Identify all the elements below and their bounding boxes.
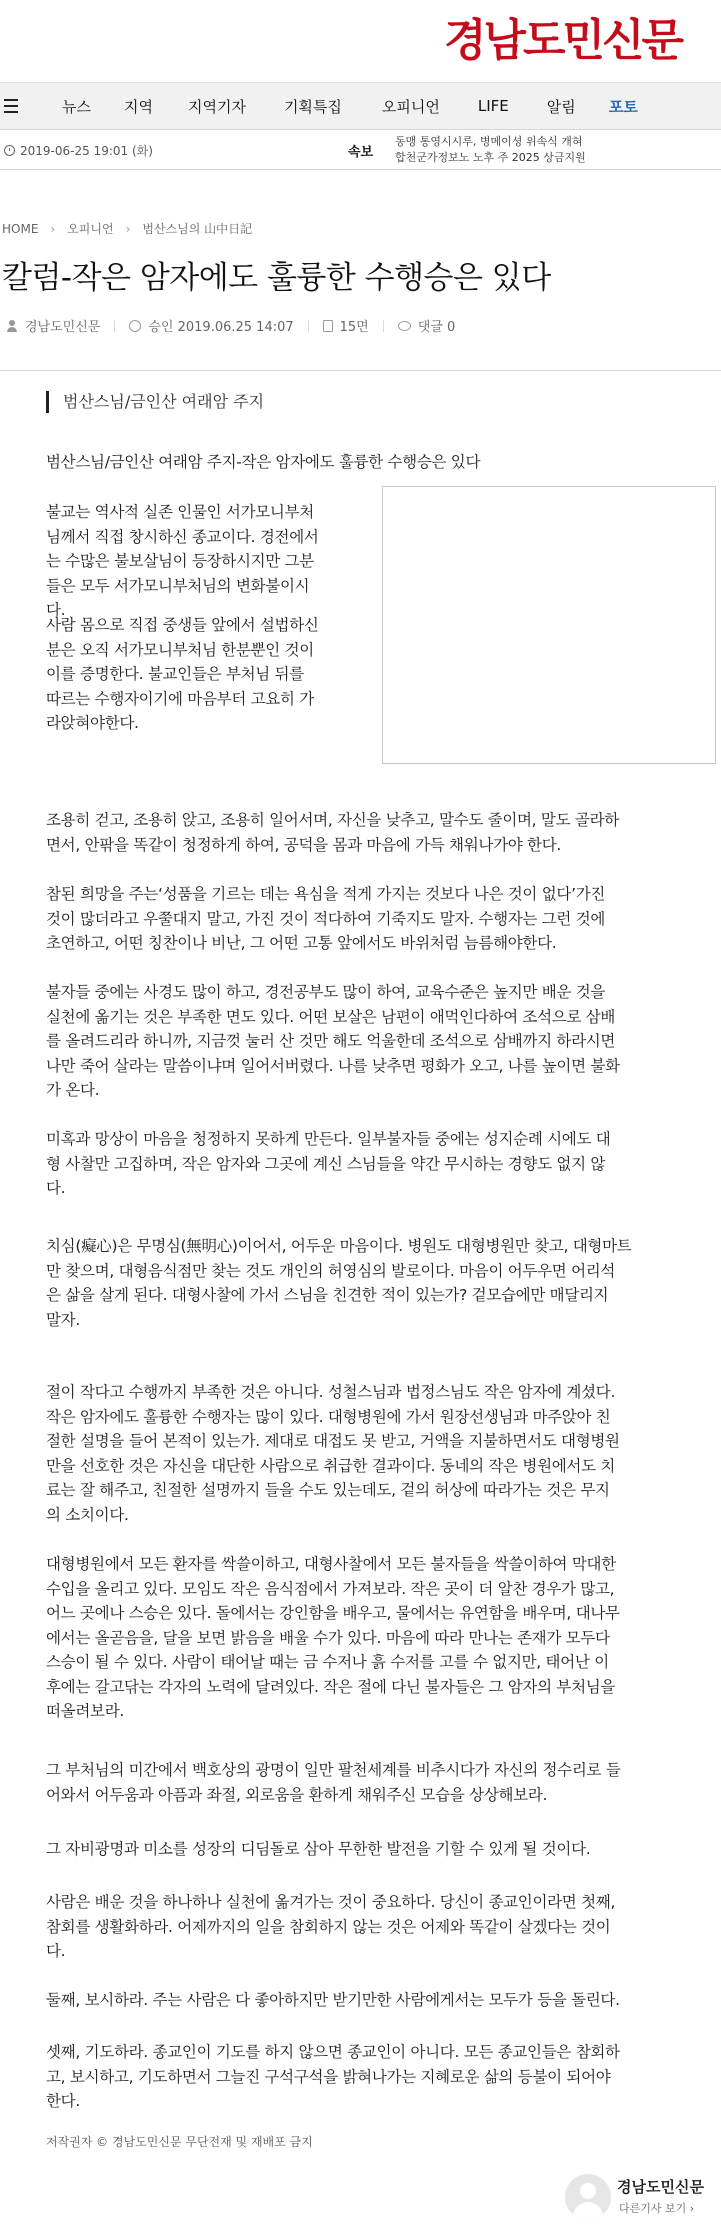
meta-comments-text[interactable]: 댓글 0 (417, 320, 456, 335)
breaking-news-ticker[interactable] (395, 134, 655, 168)
avatar (565, 2174, 611, 2220)
author-name: 경남도민신문 (617, 2178, 704, 2196)
meta-comments[interactable] (398, 316, 456, 335)
chevron-right-icon: › (125, 221, 131, 236)
meta-pages (323, 316, 369, 335)
nav-item-feature[interactable]: 기획특집 (283, 97, 342, 116)
user-icon (6, 320, 18, 332)
meta-author-text: 경남도민신문 (25, 320, 101, 335)
nav-item-photo[interactable]: 포토 (608, 97, 638, 116)
breaking-news-label: 속보 (348, 145, 374, 160)
meta-divider (383, 320, 384, 332)
breadcrumb-opinion[interactable]: 오피니언 (67, 222, 114, 236)
article-paragraph: 절이 작다고 수행까지 부족한 것은 아니다. 성철스님과 법정스님도 작은 암자에 계셨다. 작은 암자에도 훌륭한 수행자는 많이 있다. 대형병원에 가서 원장선생님과 마주앉아 친 절한 설명을 들어 본적이 있는가. 제대로 대접도 못 받고, 거액을 지불하면서도 대형병원 만을 선호한 것은 자신을 대단한 사람으로 취급한 결과이다. 동네의 작은 병원에서도 치 료는 잘 해주고, 친절한 설명까지 들을 수도 있는데도, 겉의 허상에 따라가는 것은 무지 의 소치이다. (46, 1383, 620, 1524)
article-paragraph: 그 부처님의 미간에서 백호상의 광명이 일만 팔천세계를 비추시다가 자신의 정수리로 들 어와서 어두움과 아픔과 좌절, 외로움을 환하게 채워주신 모습을 상상해보라. (46, 1761, 621, 1804)
chevron-right-icon: › (50, 221, 56, 236)
comment-icon (398, 321, 411, 331)
nav-item-region-reporter[interactable]: 지역기자 (187, 97, 246, 116)
article-paragraph: 불자들 중에는 사경도 많이 하고, 경전공부도 많이 하여, 교육수준은 높지만 배운 것을 실천에 옮기는 것은 부족한 면도 있다. 어떤 보살은 남편이 애먹인다하여 조석으로 삼배 를 올려드리라 하니까, 지금껏 눌러 산 것만 해도 억울한데 조석으로 삼배까지 하라시면 나만 죽어 살라는 말씀이냐며 일어서버렸다. 나를 낮추면 평화가 오고, 나를 높이면 불화 가 온다. (46, 983, 620, 1099)
article-paragraph: 둘째, 보시하라. 주는 사람은 다 좋아하지만 받기만한 사람에게서는 모두가 등을 돌린다. (46, 1991, 620, 2009)
article-paragraph: 그 자비광명과 미소를 성장의 디딤돌로 삼아 무한한 발전을 기할 수 있게 될 것이다. (46, 1840, 591, 1858)
article-paragraph: 불교는 역사적 실존 인물인 서가모니부처 님께서 직접 창시하신 종교이다. 경전에서 는 수많은 불보살님이 등장하시지만 그분 들은 모두 서가모니부처님의 변화불이시 다. (46, 503, 319, 619)
meta-author (6, 316, 100, 335)
ticker-item[interactable]: 합천군가정보노 노후 주 2025 상금지원 (395, 151, 586, 164)
article-paragraph: 미혹과 망상이 마음을 청정하지 못하게 만든다. 일부불자들 중에는 성지순례 시에도 대 형 사찰만 고집하며, 작은 암자와 그곳에 계신 스님들을 약간 무시하는 경향도 없지 않 다. (46, 1130, 611, 1197)
article-subtitle: 범산스님/금인산 여래암 주지 (46, 391, 264, 413)
nav-item-notice[interactable]: 알림 (546, 97, 576, 116)
article-paragraph: 사람은 배운 것을 하나하나 실천에 옮겨가는 것이 중요하다. 당신이 종교인이라면 첫째, 참회를 생활화하라. 어제까지의 일을 참회하지 않는 것은 어제와 똑같이 살겠다는 것이 다. (46, 1893, 616, 1960)
site-logo[interactable]: 경남도민신문 (443, 15, 681, 66)
page-icon (323, 320, 333, 332)
article-paragraph: 사람 몸으로 직접 중생들 앞에서 설법하신 분은 오직 서가모니부처님 한분뿐인 것이 이를 증명한다. 불교인들은 부처님 뒤를 따르는 수행자이기에 마음부터 고요히 가 라앉혀야한다. (46, 616, 319, 732)
meta-approved (129, 316, 293, 335)
breadcrumb-column[interactable]: 범산스님의 山中日記 (142, 222, 253, 236)
date-text: 2019-06-25 19:01 (화) (20, 144, 153, 158)
clock-icon (4, 145, 15, 156)
site-header (0, 0, 721, 78)
header-divider (0, 370, 721, 371)
article-paragraph: 조용히 걷고, 조용히 앉고, 조용히 일어서며, 자신을 낮추고, 말수도 줄이며, 말도 골라하 면서, 안팎을 똑같이 청정하게 하여, 공덕을 몸과 마음에 가득 채워나가야 한다. (46, 811, 619, 854)
info-bar (0, 130, 721, 170)
main-nav (0, 82, 721, 130)
article-title: 칼럼-작은 암자에도 훌륭한 수행승은 있다 (2, 260, 551, 296)
breadcrumb (2, 220, 252, 237)
meta-approved-text: 승인 2019.06.25 14:07 (148, 320, 294, 335)
article-lead: 범산스님/금인산 여래암 주지-작은 암자에도 훌륭한 수행승은 있다 (46, 453, 481, 471)
other-articles-link[interactable]: 다른기사 보기 › (619, 2202, 695, 2215)
article-image (382, 486, 716, 764)
copyright-notice: 저작권자 © 경남도민신문 무단전재 및 재배포 금지 (46, 2135, 313, 2149)
article-paragraph: 치심(癡心)은 무명심(無明心)이어서, 어두운 마음이다. 병원도 대형병원만 찾고, 대형마트 만 찾으며, 대형음식점만 찾는 것도 개인의 허영심의 발로이다. 마음이 어두우면 어리석 은 삶을 살게 된다. 대형사찰에 가서 스님을 친견한 적이 있는가? 겉모습에만 매달리지 말자. (46, 1237, 632, 1329)
meta-pages-text: 15면 (339, 320, 369, 335)
breadcrumb-home[interactable]: HOME (2, 221, 39, 236)
article-meta (0, 316, 721, 335)
nav-item-news[interactable]: 뉴스 (62, 97, 91, 116)
article-paragraph: 셋째, 기도하라. 종교인이 기도를 하지 않으면 종교인이 아니다. 모든 종교인들은 참회하 고, 보시하고, 기도하면서 그늘진 구석구석을 밝혀나가는 지혜로운 삶의 등불이 되어야 한다. (46, 2043, 620, 2110)
meta-divider (308, 320, 309, 332)
nav-item-region[interactable]: 지역 (123, 97, 153, 116)
current-date (4, 142, 153, 159)
menu-icon[interactable] (4, 99, 28, 113)
author-footer (565, 2172, 721, 2224)
nav-item-opinion[interactable]: 오피니언 (381, 97, 440, 116)
article-paragraph: 참된 희망을 주는‘성품을 기르는 데는 욕심을 적게 가지는 것보다 나은 것이 없다’가진 것이 많더라고 우쭐대지 말고, 가진 것이 적다하여 기죽지도 말자. 수행자는 그런 것에 초연하고, 어떤 칭찬이나 비난, 그 어떤 고통 앞에서도 바위처럼 늠름해야한다. (46, 885, 606, 952)
ticker-item[interactable]: 동맹 통영시시루, 병메이셩 위속식 개혀 (395, 135, 583, 148)
article-paragraph: 대형병원에서 모든 환자를 싹쓸이하고, 대형사찰에서 모든 불자들을 싹쓸이하여 막대한 수입을 올리고 있다. 모임도 작은 음식점에서 가져보라. 작은 곳이 더 알찬 경우가 많고, 어느 곳에나 스승은 있다. 돌에서는 강인함을 배우고, 물에서는 유연함을 배우며, 대나무 에서는 올곧음을, 달을 보면 밝음을 배울 수가 있다. 마음에 따라 만나는 존재가 모두다 스승이 될 수 있다. 사람이 태어날 때는 금 수저나 흙 수저를 고를 수 없지만, 태어난 이 후에는 갈고닦는 각자의 노력에 달려있다. 작은 절에 다닌 불자들은 그 암자의 부처님을 떠올려보라. (46, 1555, 620, 1720)
clock-icon (129, 320, 141, 332)
nav-item-life[interactable]: LIFE (477, 97, 509, 115)
meta-divider (114, 320, 115, 332)
